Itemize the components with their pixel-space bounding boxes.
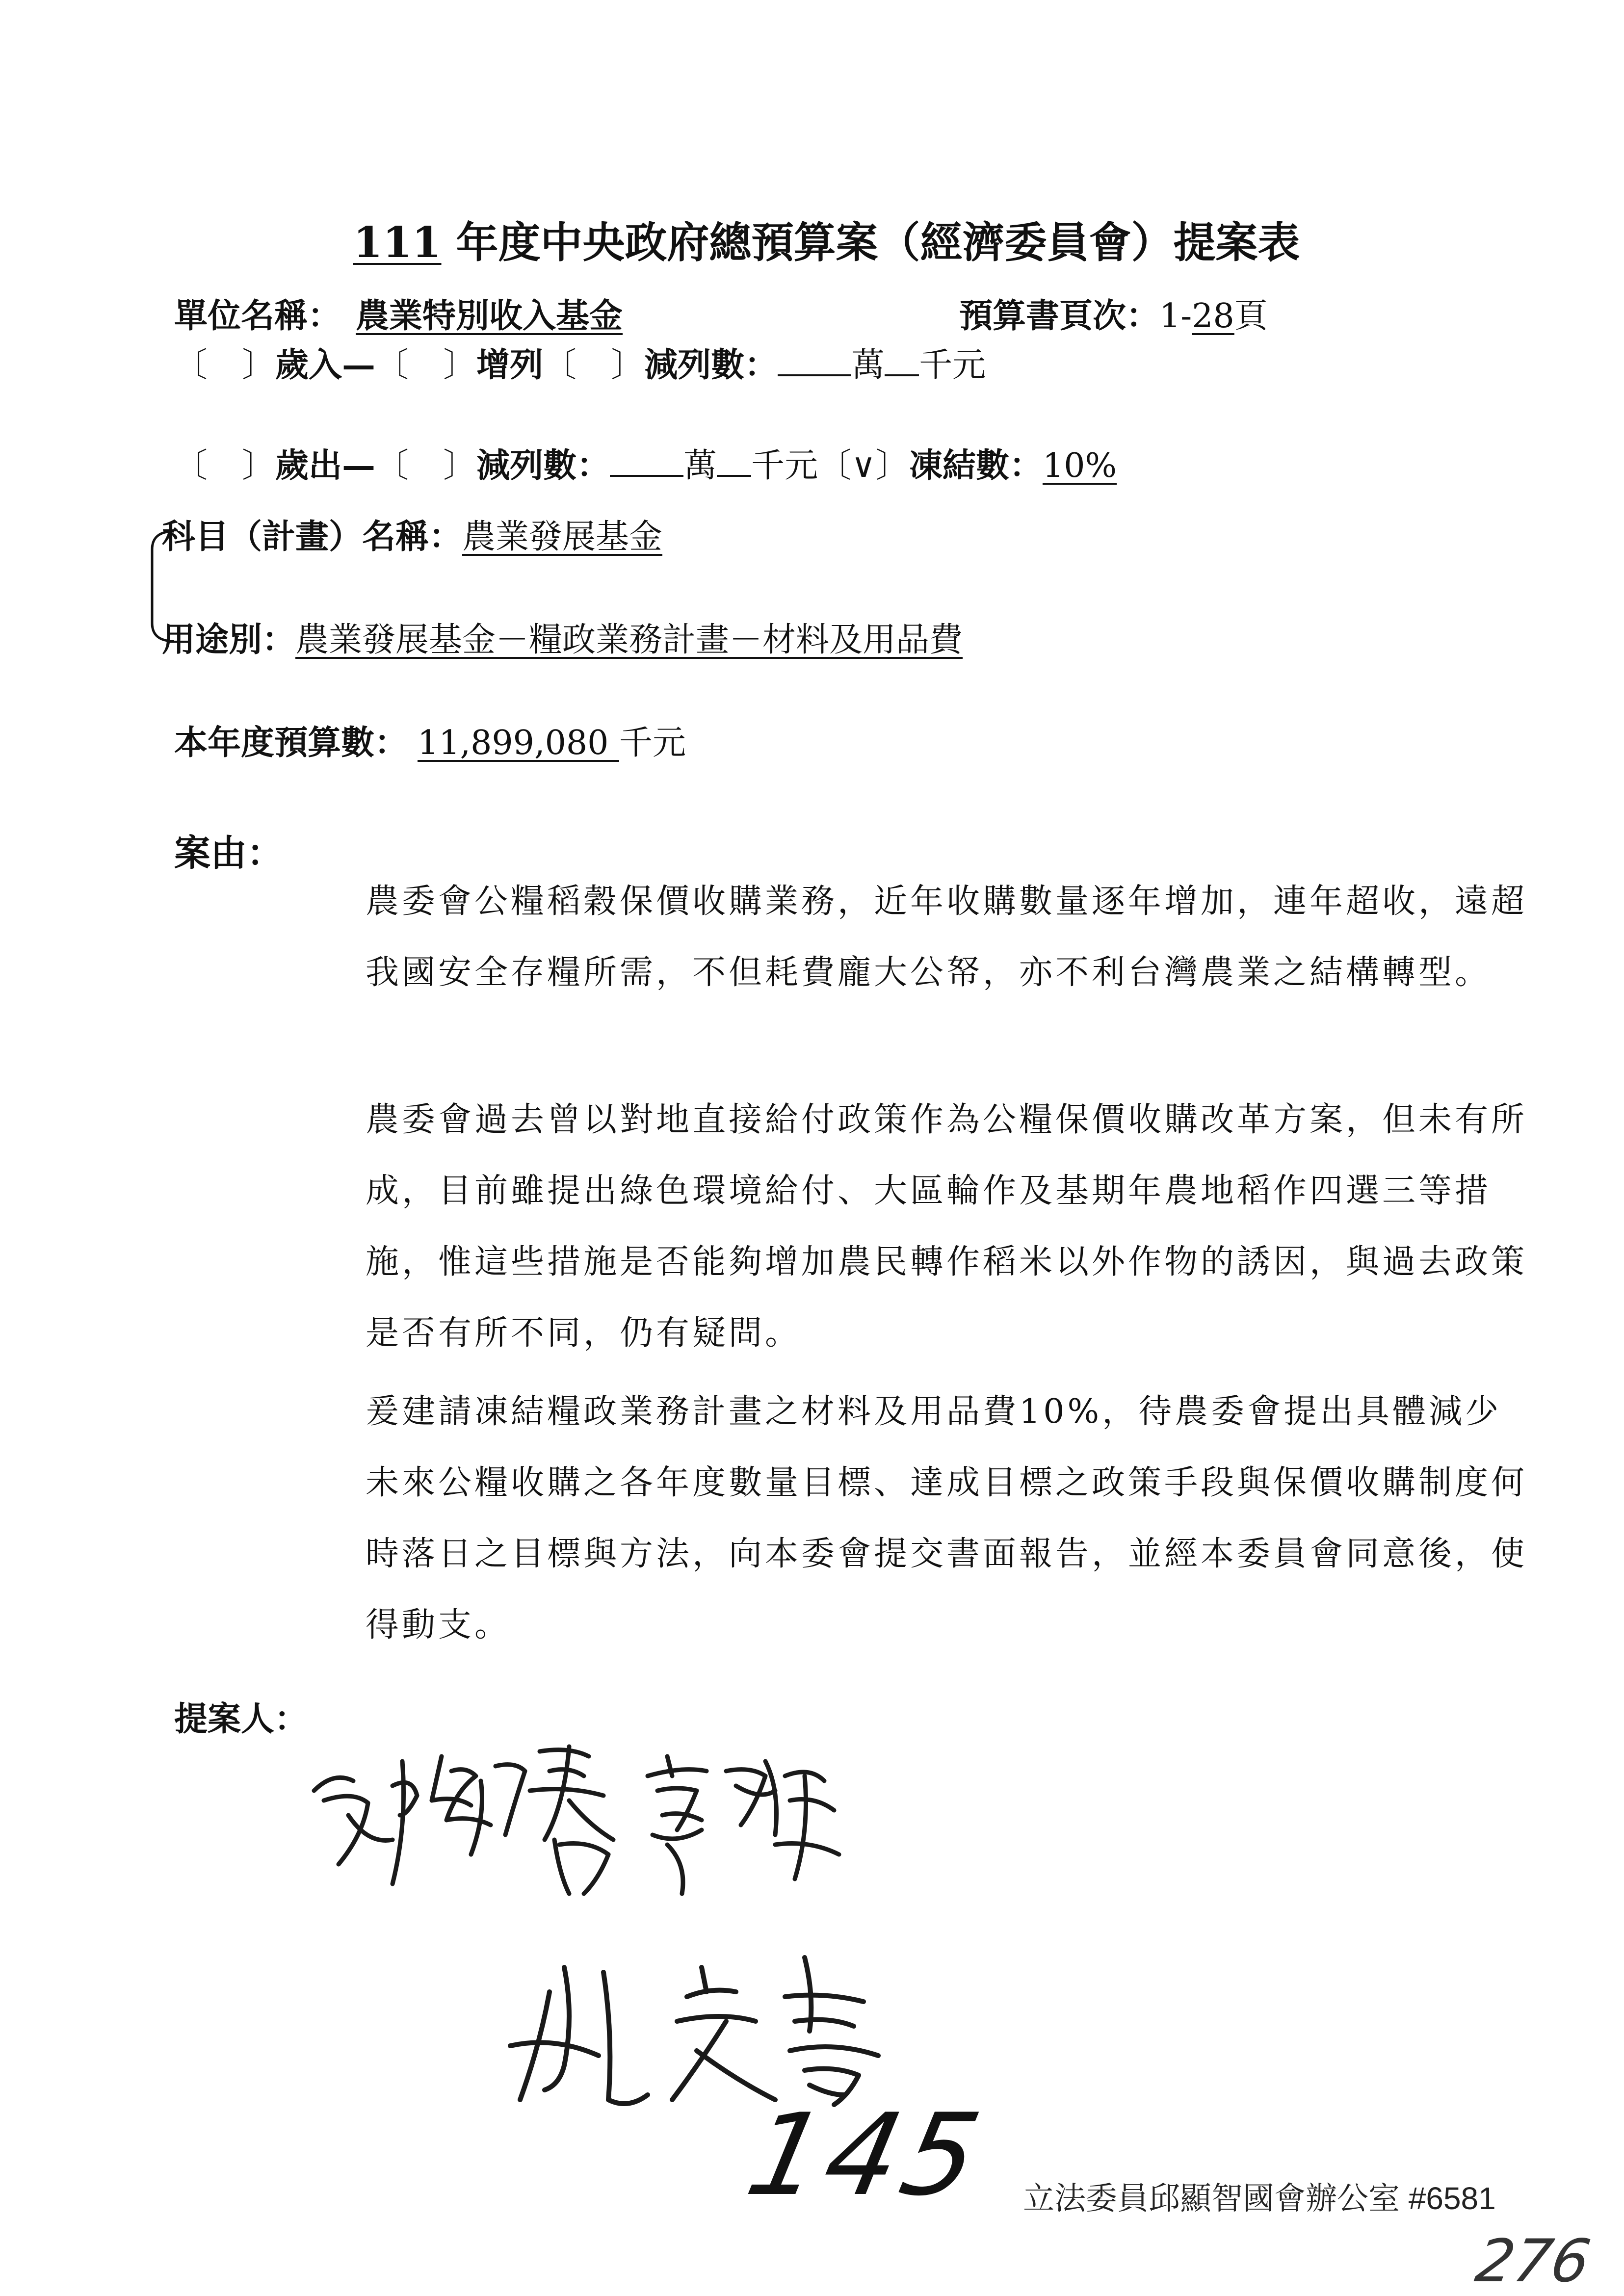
expense-wan-blank [610, 445, 683, 477]
bracket-open: 〔 [174, 446, 208, 485]
bracket-open: 〔 [818, 446, 852, 485]
expense-decrease-label: 減列數： [476, 446, 610, 485]
bracket-open: 〔 [375, 446, 409, 485]
reason-paragraph-3: 爰建請凍結糧政業務計畫之材料及用品費10%，待農委會提出具體減少未來公糧收購之各年度數量目標、達成目標之政策手段與保價收購制度何時落日之目標與方法，向本委會提交書面報告，並經本委員會同意後，使得動支。 [366, 1392, 1528, 1644]
unit-value: 農業特別收入基金 [356, 296, 623, 336]
bracket-close: 〕 [443, 446, 477, 485]
expense-row [174, 439, 1117, 487]
subject-label: 科目（計畫）名稱： [162, 517, 463, 556]
handwritten-page-number: 145 [736, 2090, 995, 2221]
revenue-row [174, 339, 986, 386]
usage-row [162, 613, 963, 661]
thousand-blank [885, 345, 919, 376]
budget-amount-label: 本年度預算數： [174, 723, 408, 762]
budget-page-row [959, 289, 1268, 337]
check-mark: ∨ [851, 446, 876, 485]
bracket-close: 〕 [242, 446, 276, 485]
wan-blank [778, 345, 851, 376]
budget-page-number: 28 [1192, 297, 1234, 336]
usage-label: 用途別： [162, 620, 296, 659]
bracket-close: 〕 [875, 446, 909, 485]
unit-label: 單位名稱： [174, 296, 341, 336]
bracket-open: 〔 [543, 346, 577, 385]
corner-handwritten-number: 276 [1470, 2227, 1596, 2296]
budget-amount-value: 11,899,080 [418, 724, 619, 762]
budget-amount-row [174, 716, 686, 764]
title-year: 111 [353, 218, 442, 267]
usage-value: 農業發展基金－糧政業務計畫－材料及用品費 [295, 621, 963, 659]
unit-name-row [174, 289, 642, 337]
budget-page-prefix: 1- [1159, 297, 1192, 336]
expense-thousand-blank [717, 445, 751, 477]
reason-paragraph-1: 農委會公糧稻穀保價收購業務，近年收購數量逐年增加，連年超收，遠超我國安全存糧所需，不但耗費龐大公帑，亦不利台灣農業之結構轉型。 [366, 882, 1528, 992]
expense-thousand-unit: 千元 [751, 446, 818, 485]
decrease-label: 減列數： [644, 345, 778, 385]
expense-label: 歲出— [275, 446, 376, 485]
bracket-open: 〔 [375, 346, 409, 385]
subject-value: 農業發展基金 [462, 518, 663, 556]
handwritten-signature-1 [294, 1717, 883, 1904]
bracket-close: 〕 [242, 346, 276, 385]
bracket-close: 〕 [611, 346, 645, 385]
freeze-label: 凍結數： [909, 446, 1043, 485]
increase-label: 增列 [476, 345, 544, 385]
wan-unit: 萬 [851, 346, 885, 385]
freeze-value: 10% [1042, 446, 1117, 485]
office-stamp: 立法委員邱顯智國會辦公室 #6581 [1023, 2181, 1496, 2216]
bracket-close: 〕 [443, 346, 477, 385]
page-title [353, 209, 1300, 269]
subject-row [162, 510, 662, 558]
proposer-label: 提案人： [174, 1699, 308, 1739]
title-text: 年度中央政府總預算案（經濟委員會）提案表 [441, 218, 1300, 267]
budget-page-suffix: 頁 [1234, 297, 1268, 336]
bracket-open: 〔 [174, 346, 208, 385]
budget-page-label: 預算書頁次： [959, 296, 1160, 336]
reason-paragraph-2: 農委會過去曾以對地直接給付政策作為公糧保價收購改革方案，但未有所成，目前雖提出綠色環境給付、大區輪作及基期年農地稻作四選三等措施，惟這些措施是否能夠增加農民轉作稻米以外作物的誘因，與過去政策是否有所不同，仍有疑問。 [366, 1100, 1528, 1353]
expense-wan-unit: 萬 [683, 446, 717, 485]
thousand-unit: 千元 [919, 346, 986, 385]
reason-label: 案由： [174, 832, 283, 874]
budget-amount-unit: 千元 [619, 724, 686, 762]
revenue-label: 歲入— [275, 345, 376, 385]
